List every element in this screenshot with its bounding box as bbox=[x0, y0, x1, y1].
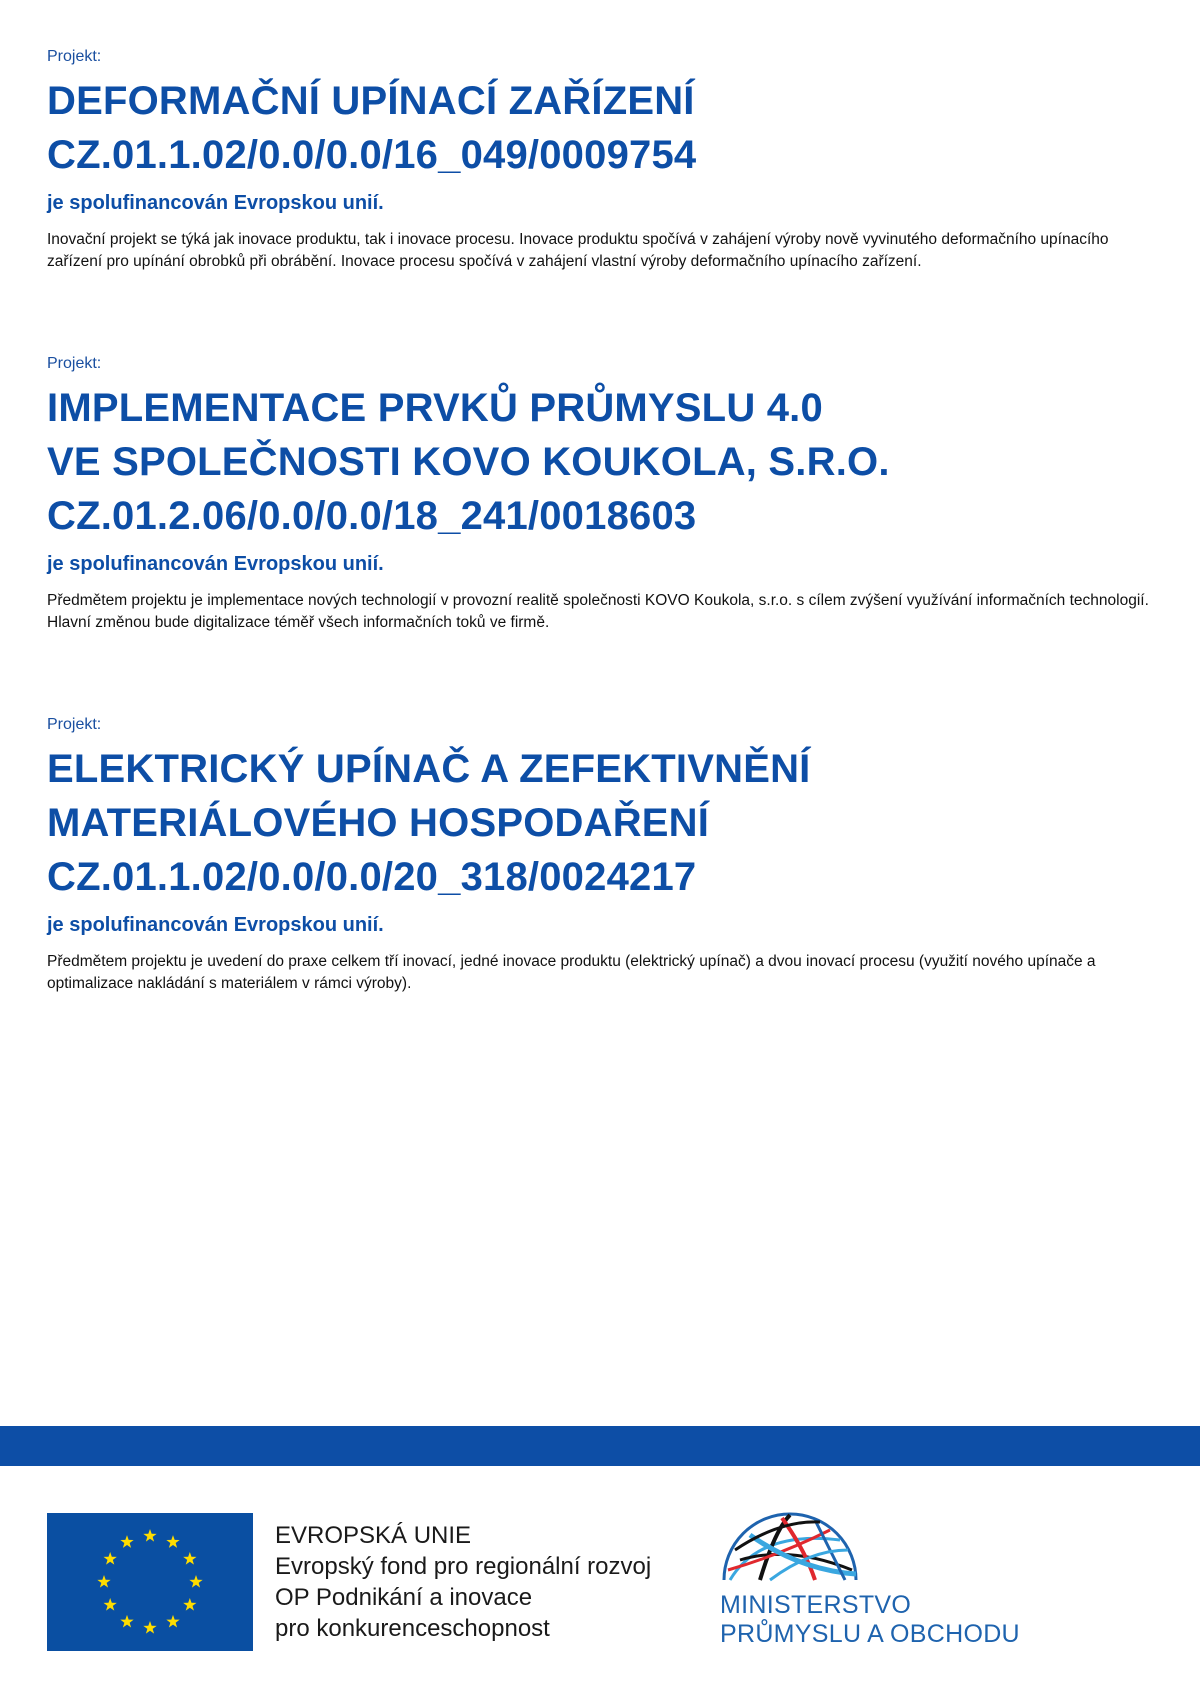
project-label: Projekt: bbox=[47, 355, 102, 372]
ministry-line: MINISTERSTVO bbox=[720, 1591, 912, 1619]
eu-funding-text bbox=[275, 1520, 651, 1644]
title-line: CZ.01.1.02/0.0/0.0/16_049/0009754 bbox=[47, 133, 697, 177]
project-description: Předmětem projektu je implementace nových technologií v provozní realitě společnosti KOVO Koukola, s.r.o. s cílem zvýšení využívání informačních technologií. Hlavní změnou bude digitalizace téměř všech informačních toků ve firmě. bbox=[47, 592, 1149, 631]
eu-star-icon bbox=[104, 1598, 117, 1611]
eu-star-icon bbox=[143, 1529, 156, 1542]
eu-star-icon bbox=[189, 1575, 202, 1588]
eu-star-icon bbox=[183, 1598, 196, 1611]
footer-divider-bar bbox=[0, 1426, 1200, 1466]
eu-line: Evropský fond pro regionální rozvoj bbox=[275, 1553, 652, 1580]
cofinanced-note: je spolufinancován Evropskou unií. bbox=[47, 553, 384, 575]
eu-flag-icon bbox=[47, 1513, 253, 1651]
cofinanced-note: je spolufinancován Evropskou unií. bbox=[47, 192, 384, 214]
eu-line: pro konkurenceschopnost bbox=[275, 1615, 550, 1642]
ministry-name bbox=[720, 1591, 1020, 1649]
title-line: IMPLEMENTACE PRVKŮ PRŮMYSLU 4.0 bbox=[47, 386, 823, 430]
title-line: DEFORMAČNÍ UPÍNACÍ ZAŘÍZENÍ bbox=[47, 79, 695, 123]
eu-star-icon bbox=[120, 1615, 133, 1628]
cofinanced-note: je spolufinancován Evropskou unií. bbox=[47, 914, 384, 936]
project-3 bbox=[47, 716, 1167, 995]
project-label: Projekt: bbox=[47, 48, 102, 65]
eu-star-icon bbox=[143, 1621, 156, 1634]
project-title bbox=[47, 381, 1167, 543]
globe-icon bbox=[720, 1510, 860, 1582]
eu-star-icon bbox=[166, 1535, 179, 1548]
ministry-logo bbox=[720, 1510, 1020, 1649]
title-line: MATERIÁLOVÉHO HOSPODAŘENÍ bbox=[47, 801, 710, 845]
title-line: CZ.01.1.02/0.0/0.0/20_318/0024217 bbox=[47, 855, 697, 899]
project-description: Předmětem projektu je uvedení do praxe celkem tří inovací, jedné inovace produktu (elektrický upínač) a dvou inovací procesu (využití nového upínače a optimalizace nakládání s materiálem v rámci výroby). bbox=[47, 953, 1096, 992]
project-label: Projekt: bbox=[47, 716, 102, 733]
ministry-line: PRŮMYSLU A OBCHODU bbox=[720, 1620, 1020, 1648]
eu-star-icon bbox=[120, 1535, 133, 1548]
eu-star-icon bbox=[97, 1575, 110, 1588]
eu-line: OP Podnikání a inovace bbox=[275, 1584, 533, 1611]
title-line: VE SPOLEČNOSTI KOVO KOUKOLA, S.R.O. bbox=[47, 440, 890, 484]
title-line: ELEKTRICKÝ UPÍNAČ A ZEFEKTIVNĚNÍ bbox=[47, 747, 811, 791]
eu-star-icon bbox=[166, 1615, 179, 1628]
project-2 bbox=[47, 355, 1167, 634]
eu-line: EVROPSKÁ UNIE bbox=[275, 1522, 472, 1549]
project-title bbox=[47, 74, 1167, 182]
project-1 bbox=[47, 48, 1167, 273]
eu-star-icon bbox=[183, 1552, 196, 1565]
eu-star-icon bbox=[104, 1552, 117, 1565]
title-line: CZ.01.2.06/0.0/0.0/18_241/0018603 bbox=[47, 494, 697, 538]
project-description: Inovační projekt se týká jak inovace produktu, tak i inovace procesu. Inovace produktu spočívá v zahájení výroby nově vyvinutého deformačního upínacího zařízení pro upínání obrobků při obrábění. Inovace procesu spočívá v zahájení vlastní výroby deformačního upínacího zařízení. bbox=[47, 231, 1109, 270]
project-title bbox=[47, 742, 1167, 904]
eu-stars bbox=[47, 1513, 253, 1651]
